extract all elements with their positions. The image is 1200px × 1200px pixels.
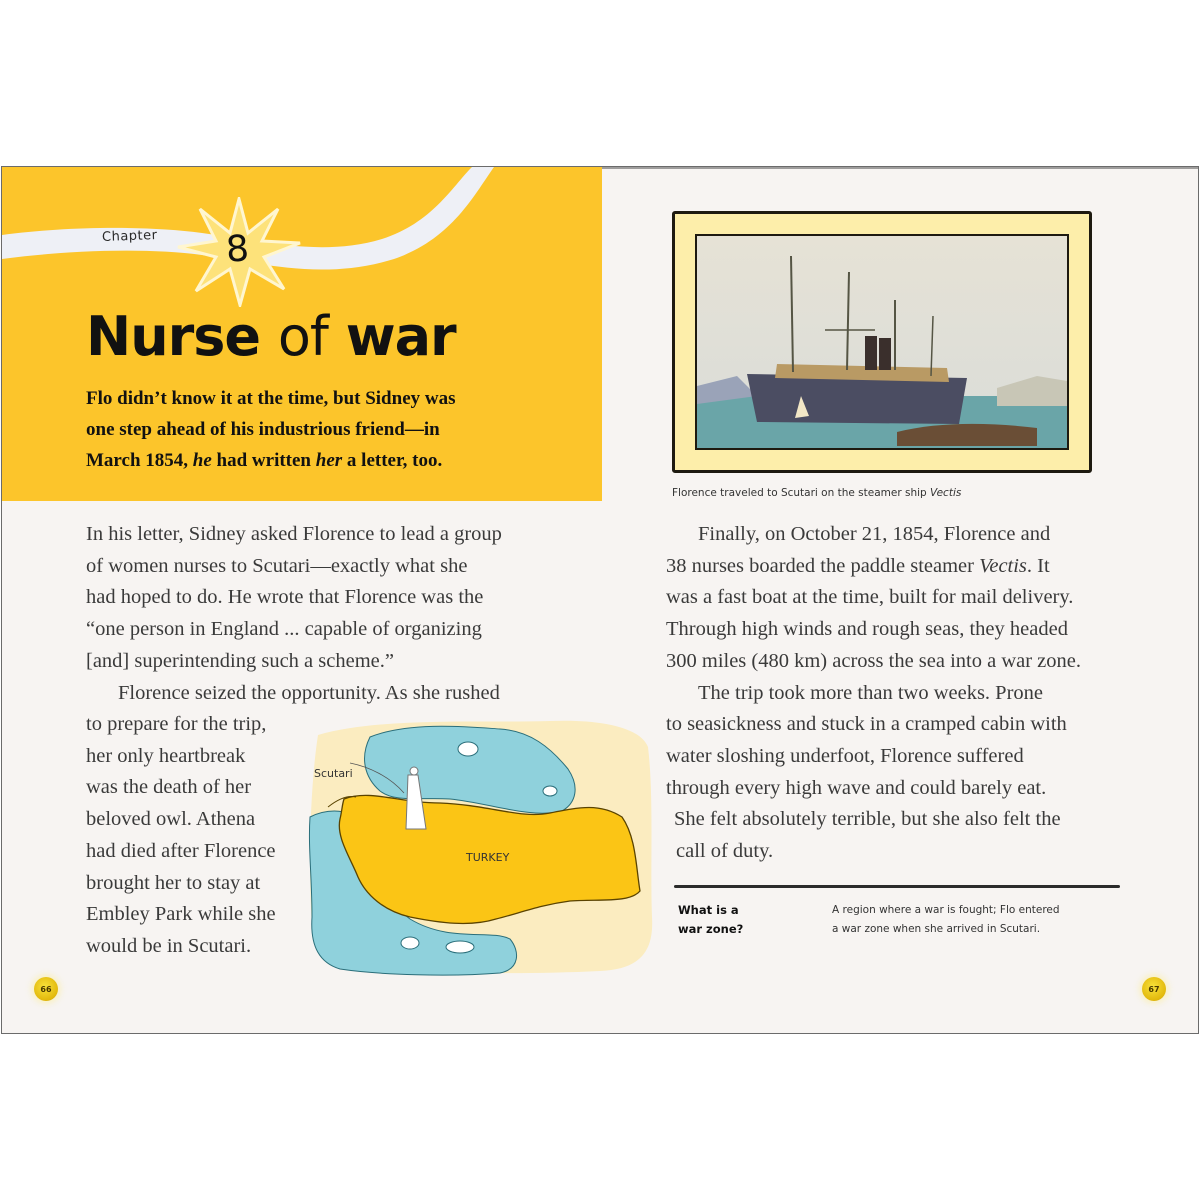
ship-name: Vectis	[979, 554, 1027, 577]
body-line: beloved owl. Athena	[86, 808, 256, 831]
ship-painting-icon	[697, 236, 1069, 450]
body-text: 38 nurses boarded the paddle steamer	[666, 554, 980, 577]
caption-text: Florence traveled to Scutari on the steamer ship	[672, 487, 931, 499]
chapter-header-panel	[2, 167, 602, 501]
glossary-term-line: war zone?	[678, 922, 744, 936]
body-line: had died after Florence	[86, 839, 276, 862]
body-line: Through high winds and rough seas, they headed	[666, 618, 1068, 641]
glossary-definition-line: A region where a war is fought; Flo entered	[832, 904, 1060, 916]
intro-emphasis: he	[192, 450, 212, 471]
chapter-number: 8	[224, 228, 251, 271]
intro-line	[86, 445, 546, 476]
intro-line: one step ahead of his industrious friend—in	[86, 419, 440, 440]
intro-text: had written	[211, 450, 316, 471]
glossary-divider	[674, 885, 1120, 888]
chapter-title-word-1: Nurse	[86, 305, 261, 368]
body-line: her only heartbreak	[86, 744, 246, 767]
body-line: Embley Park while she	[86, 903, 276, 926]
body-line: The trip took more than two weeks. Prone	[698, 681, 1044, 704]
body-text: . It	[1026, 554, 1050, 577]
book-spread	[1, 166, 1199, 1034]
right-column-text	[666, 519, 1136, 868]
body-line: through every high wave and could barely eat.	[666, 776, 1047, 799]
chapter-intro	[86, 383, 546, 476]
body-line: “one person in England ... capable of organizing	[86, 618, 482, 641]
chapter-title-word-3: war	[345, 305, 456, 368]
map-label-scutari: Scutari	[314, 767, 353, 780]
left-column-wrapped-text	[86, 709, 311, 963]
glossary-term-line: What is a	[678, 903, 739, 917]
glossary-definition-line: a war zone when she arrived in Scutari.	[832, 923, 1041, 935]
intro-emphasis: her	[315, 450, 343, 471]
map-illustration-icon	[300, 707, 656, 977]
body-line: [and] superintending such a scheme.”	[86, 649, 394, 672]
body-line: call of duty.	[676, 840, 774, 863]
steamer-ship-painting	[695, 234, 1069, 450]
body-line: would be in Scutari.	[86, 934, 252, 957]
chapter-label: Chapter	[101, 228, 158, 245]
intro-text: a letter, too.	[342, 450, 443, 471]
page-number-right: 67	[1142, 977, 1166, 1001]
picture-caption	[672, 487, 961, 499]
body-line: to prepare for the trip,	[86, 713, 267, 735]
map-label-turkey: TURKEY	[466, 851, 510, 864]
intro-text: March 1854,	[86, 450, 193, 471]
intro-line: Flo didn’t know it at the time, but Sidney was	[86, 388, 456, 409]
body-line	[666, 551, 1136, 583]
left-column-text	[86, 519, 566, 709]
body-line: to seasickness and stuck in a cramped cabin with	[666, 713, 1067, 736]
turkey-map	[300, 707, 656, 977]
body-line: Finally, on October 21, 1854, Florence and	[698, 523, 1051, 545]
chapter-title	[86, 305, 456, 368]
body-line: She felt absolutely terrible, but she also felt the	[674, 808, 1061, 831]
body-line: brought her to stay at	[86, 871, 261, 894]
body-line: 300 miles (480 km) across the sea into a war zone.	[666, 649, 1082, 672]
body-line: was the death of her	[86, 776, 252, 799]
body-line: Florence seized the opportunity. As she rushed	[118, 681, 500, 704]
picture-frame	[672, 211, 1092, 473]
glossary-term	[678, 901, 788, 939]
glossary-definition	[832, 901, 1122, 939]
body-line: had hoped to do. He wrote that Florence was the	[86, 586, 484, 609]
body-line: was a fast boat at the time, built for mail delivery.	[666, 586, 1074, 609]
caption-ship-name: Vectis	[930, 487, 962, 499]
chapter-title-word-2: of	[277, 305, 328, 368]
body-line: water sloshing underfoot, Florence suffered	[666, 744, 1024, 767]
body-line: In his letter, Sidney asked Florence to lead a group	[86, 523, 502, 545]
page-number-left: 66	[34, 977, 58, 1001]
body-line: of women nurses to Scutari—exactly what she	[86, 554, 468, 577]
